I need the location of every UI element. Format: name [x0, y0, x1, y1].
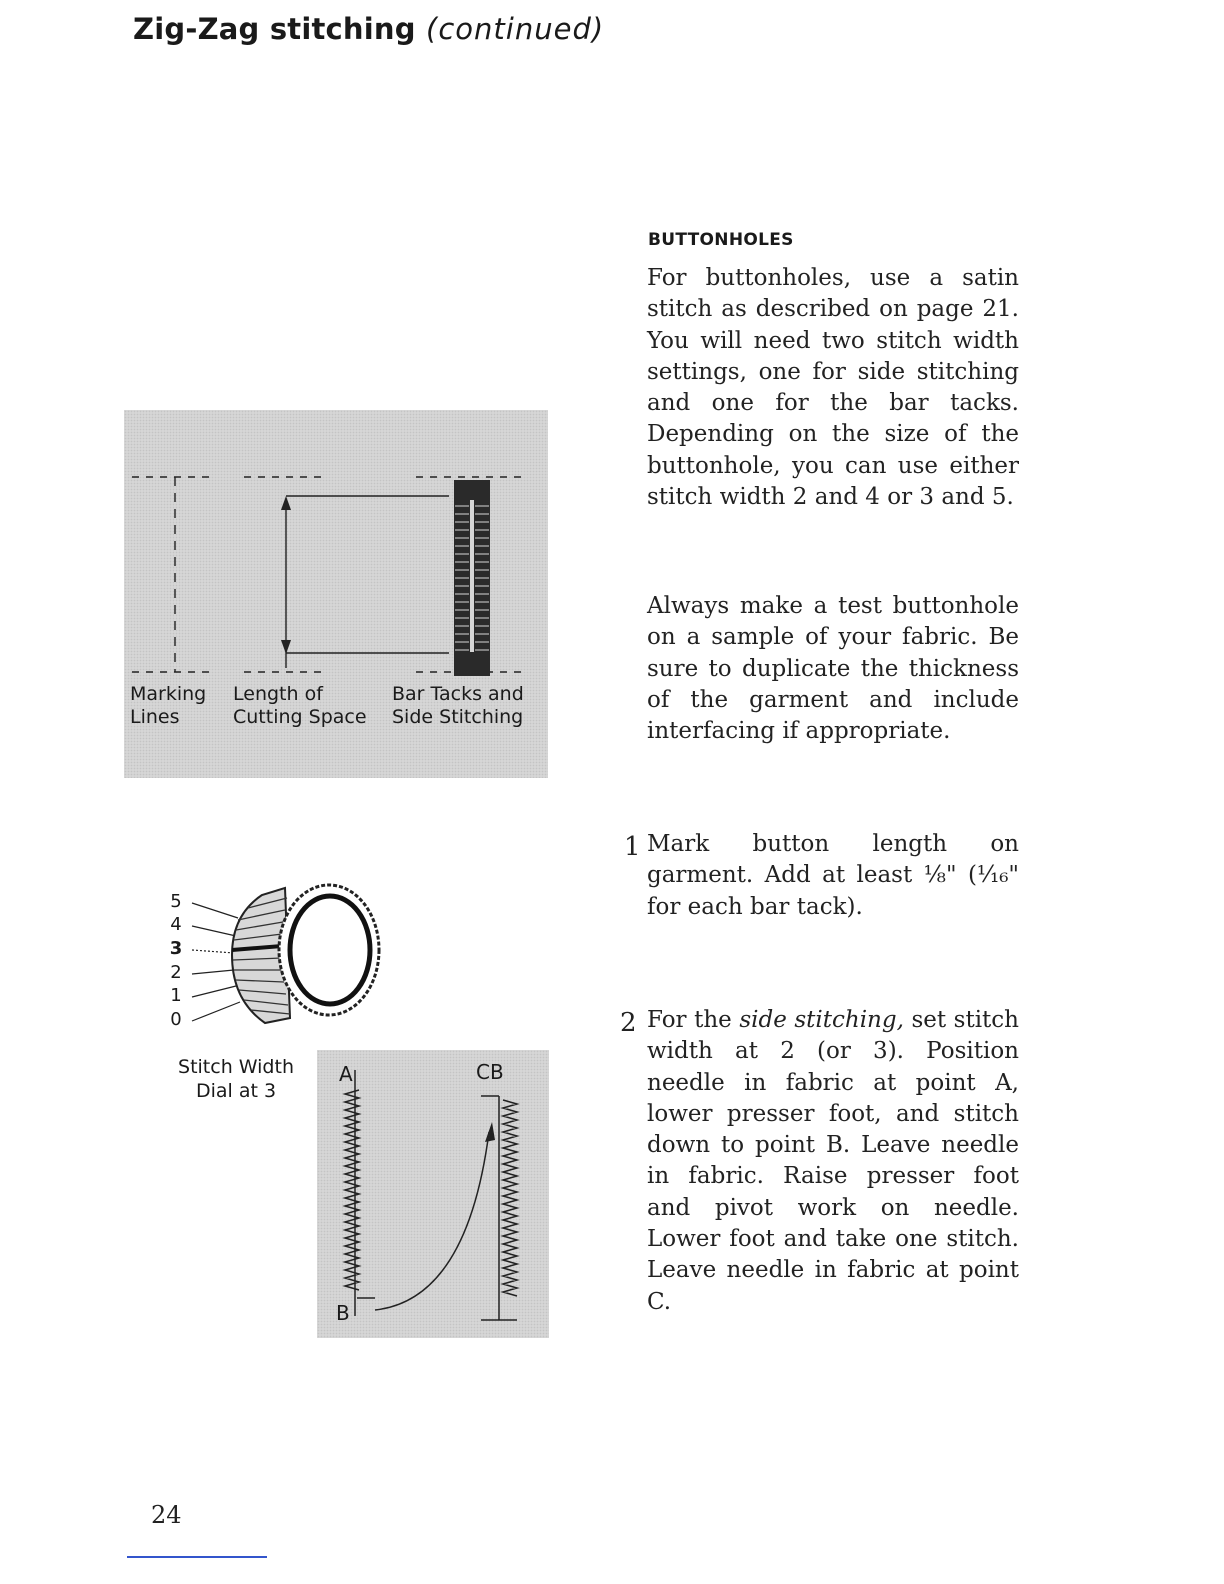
intro-paragraph: For buttonholes, use a satin stitch as described on page 21. You will need two stitch width settings, one for side stitching and one for the bar tacks. Depending on the size of the buttonhole, you can use either stitch width 2 and 4 or 3 and 5. [647, 265, 1019, 511]
dial-number-2: 2 [170, 962, 182, 983]
cutting-space-label: Length of Cutting Space [233, 683, 367, 728]
title-suffix: (continued) [426, 12, 605, 46]
note-paragraph: Always make a test buttonhole on a sample of your fabric. Be sure to duplicate the thickness of the garment and include interfacing if appropriate. [647, 593, 1019, 745]
step-2-body: set stitch width at 2 (or 3). Position needle in fabric at point A, lower presser foot, and stitch down to point B. Leave needle in fabric. Raise presser foot and pivot work on needle. Lower foot and take one stitch. Leave needle in fabric at point C. [647, 1007, 1019, 1315]
dial-number-0: 0 [170, 1009, 182, 1030]
footer-rule [127, 1556, 267, 1558]
step-2-lead: For the [647, 1007, 740, 1033]
point-a-label: A [339, 1062, 353, 1086]
step-2-emphasis: side stitching, [739, 1007, 904, 1033]
page-number: 24 [151, 1501, 182, 1529]
dial-number-4: 4 [170, 914, 182, 935]
point-cb-label: CB [476, 1060, 504, 1084]
step-2-text [647, 1005, 1019, 1318]
page-title [133, 12, 604, 46]
buttonhole-figure [124, 410, 548, 778]
side-stitching-diagram [317, 1050, 549, 1338]
section-heading: BUTTONHOLES [648, 230, 794, 250]
step-1-number: 1 [624, 832, 641, 862]
dial-number-1: 1 [170, 985, 182, 1006]
marking-lines-label: Marking Lines [130, 683, 207, 728]
title-main: Zig-Zag stitching [133, 12, 416, 46]
side-stitching-figure [317, 1050, 549, 1338]
bar-tacks-label: Bar Tacks and Side Stitching [392, 683, 524, 728]
dial-caption: Stitch Width Dial at 3 [178, 1056, 294, 1102]
dial-number-3: 3 [169, 938, 183, 959]
step-1-text: Mark button length on garment. Add at least ⅛" (¹⁄₁₆" for each bar tack). [647, 831, 1019, 920]
dial-number-5: 5 [170, 891, 182, 912]
point-b-label: B [336, 1301, 350, 1325]
step-2-number: 2 [620, 1008, 637, 1038]
